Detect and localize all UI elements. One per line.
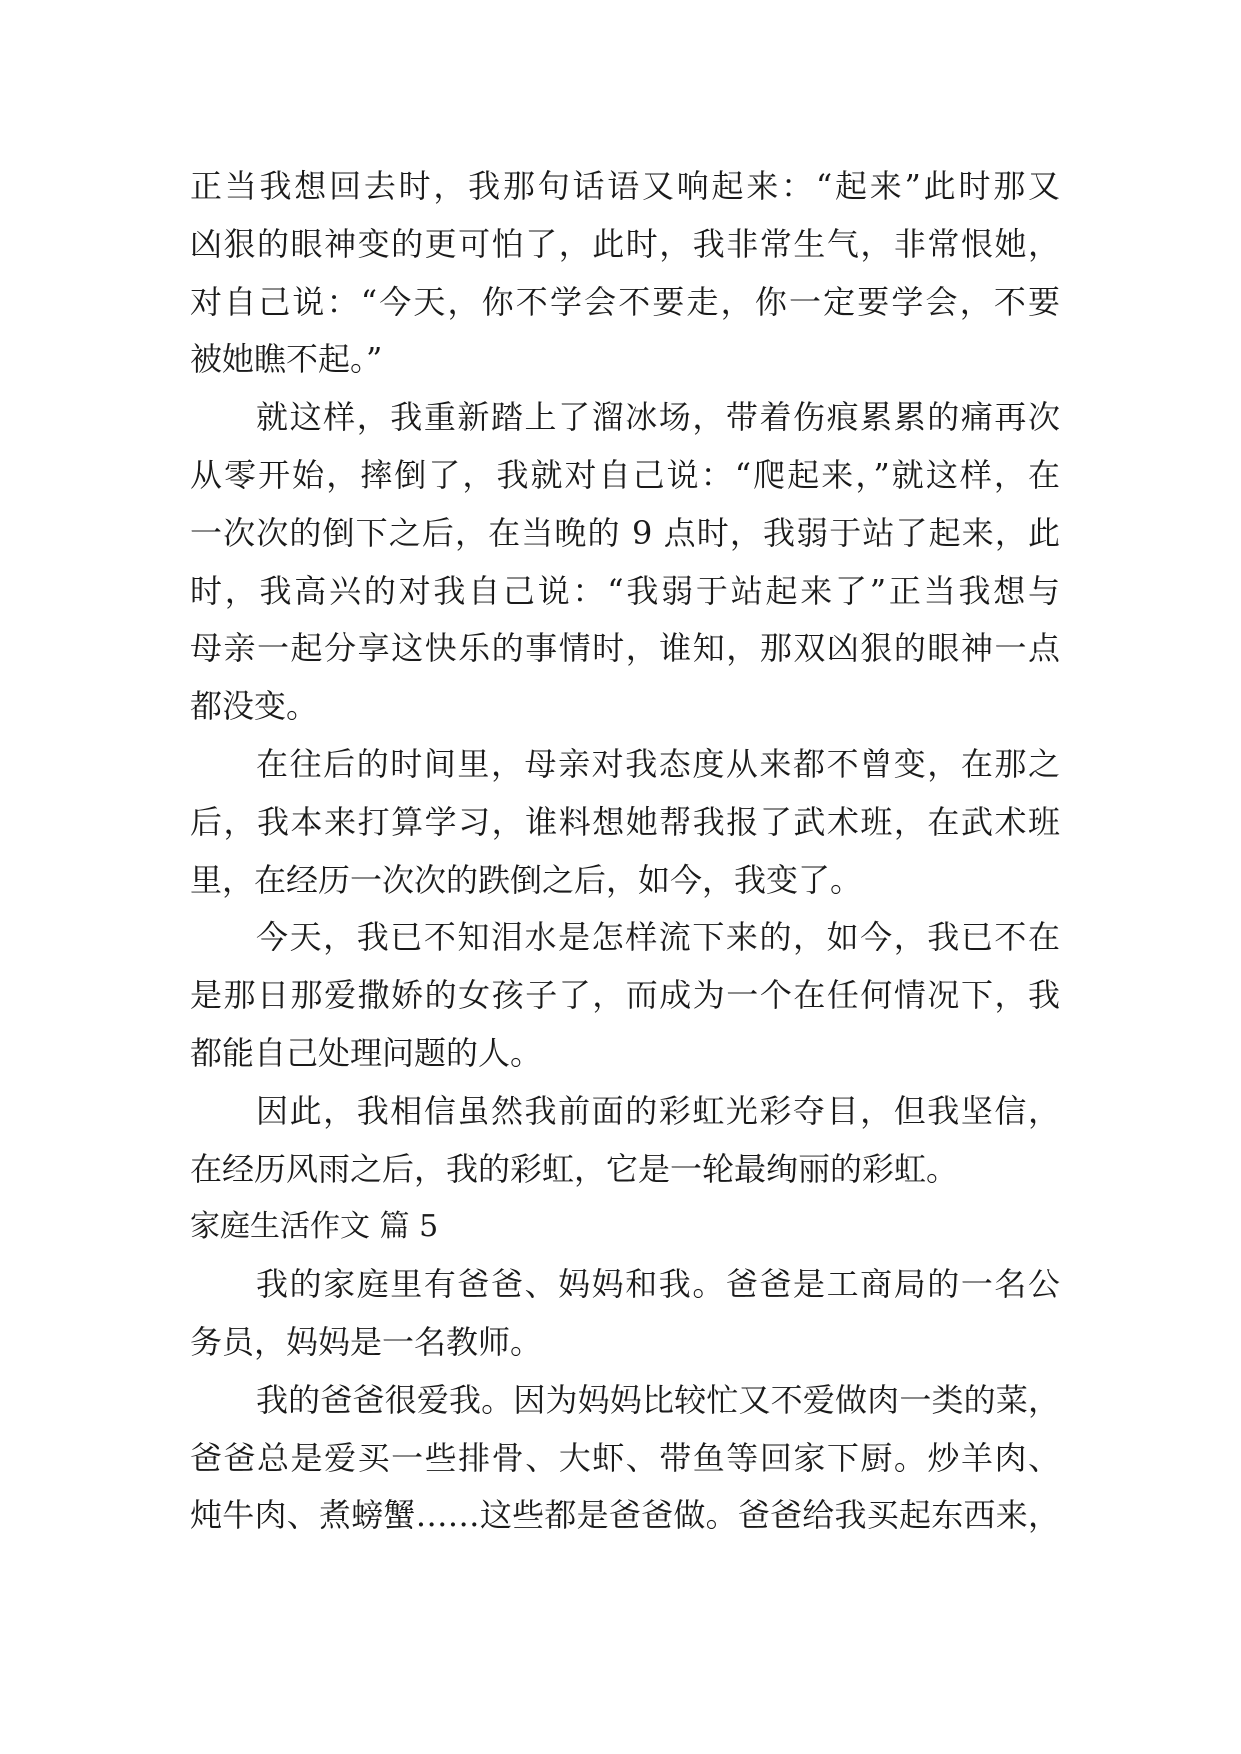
paragraph-line: 我的爸爸很爱我。因为妈妈比较忙又不爱做肉一类的菜， xyxy=(256,1380,1060,1419)
paragraph-line: 就这样，我重新踏上了溜冰场，带着伤痕累累的痛再次 xyxy=(256,398,1060,437)
paragraph-line: 被她瞧不起。” xyxy=(190,340,383,379)
paragraph-line: 正当我想回去时，我那句话语又响起来：“起来”此时那又 xyxy=(190,167,1060,205)
paragraph xyxy=(190,158,1060,389)
paragraph-line: 时，我高兴的对我自己说：“我弱于站起来了”正当我想与 xyxy=(190,571,1060,610)
paragraph-line: 在往后的时间里，母亲对我态度从来都不曾变，在那之 xyxy=(256,744,1060,783)
paragraph-line: 因此，我相信虽然我前面的彩虹光彩夺目，但我坚信， xyxy=(256,1091,1060,1130)
paragraph-line: 炖牛肉、煮螃蟹……这些都是爸爸做。爸爸给我买起东西来， xyxy=(190,1496,1060,1535)
paragraph xyxy=(190,1372,1060,1545)
paragraph-line: 是那日那爱撒娇的女孩子了，而成为一个在任何情况下，我 xyxy=(190,976,1060,1015)
paragraph-line: 从零开始，摔倒了，我就对自己说：“爬起来，”就这样，在 xyxy=(190,455,1060,494)
paragraph xyxy=(190,1256,1060,1372)
document-body xyxy=(190,158,1060,1545)
paragraph-line: 今天，我已不知泪水是怎样流下来的，如今，我已不在 xyxy=(256,918,1060,957)
paragraph xyxy=(190,389,1060,736)
paragraph-line: 在经历风雨之后，我的彩虹，它是一轮最绚丽的彩虹。 xyxy=(190,1149,959,1188)
paragraph-line: 后，我本来打算学习，谁料想她帮我报了武术班，在武术班 xyxy=(190,802,1060,841)
paragraph-line: 里，在经历一次次的跌倒之后，如今，我变了。 xyxy=(190,860,863,899)
paragraph-line: 务员，妈妈是一名教师。 xyxy=(190,1322,543,1361)
paragraph xyxy=(190,1083,1060,1199)
paragraph xyxy=(190,909,1060,1082)
paragraph-line: 对自己说：“今天，你不学会不要走，你一定要学会，不要 xyxy=(190,282,1060,321)
paragraph-line: 一次次的倒下之后，在当晚的 9 点时，我弱于站了起来，此 xyxy=(190,513,1060,552)
paragraph xyxy=(190,736,1060,909)
paragraph-line: 都能自己处理问题的人。 xyxy=(190,1033,543,1072)
paragraph-line: 爸爸总是爱买一些排骨、大虾、带鱼等回家下厨。炒羊肉、 xyxy=(190,1438,1060,1477)
paragraph-line: 凶狠的眼神变的更可怕了，此时，我非常生气，非常恨她， xyxy=(190,224,1060,263)
paragraph-line: 母亲一起分享这快乐的事情时，谁知，那双凶狠的眼神一点 xyxy=(190,629,1060,668)
section-heading: 家庭生活作文 篇 5 xyxy=(190,1209,439,1245)
paragraph-line: 我的家庭里有爸爸、妈妈和我。爸爸是工商局的一名公 xyxy=(256,1265,1060,1304)
paragraph-line: 都没变。 xyxy=(190,687,319,726)
